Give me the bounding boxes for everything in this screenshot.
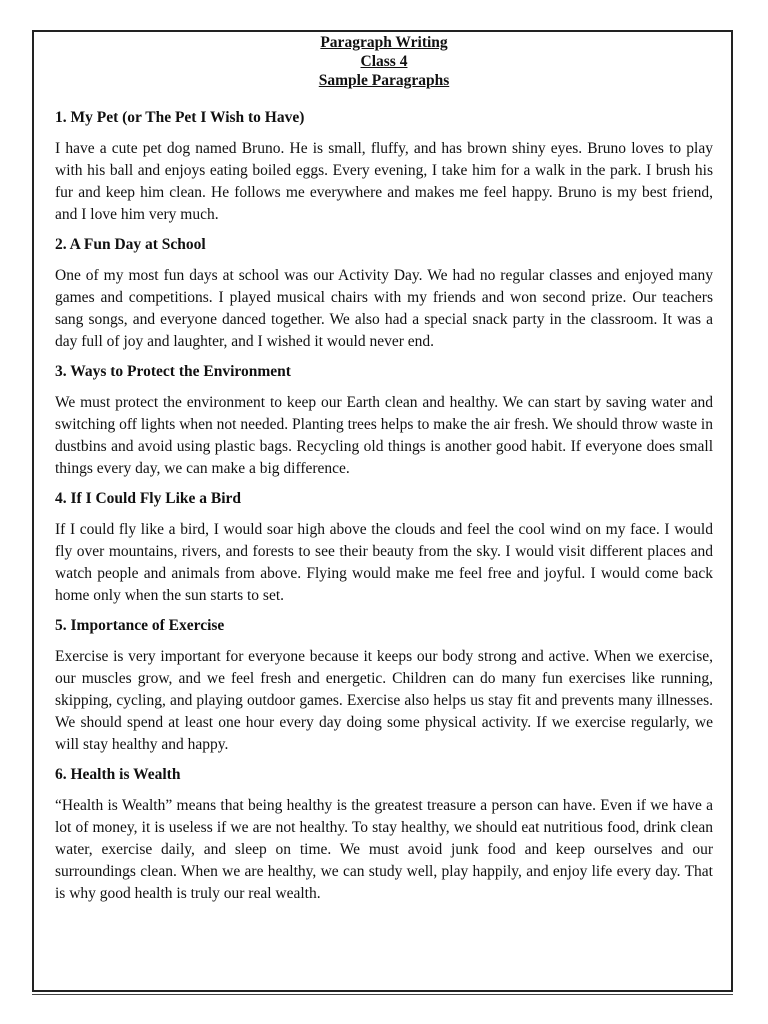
document-subtitle: Sample Paragraphs	[318, 72, 450, 89]
document-class: Class 4	[360, 53, 408, 70]
document-title: Paragraph Writing	[320, 34, 448, 51]
section-title-fly-bird: 4. If I Could Fly Like a Bird	[55, 490, 242, 507]
section-paragraph-fly-bird: If I could fly like a bird, I would soar high above the clouds and feel the cool wind on my face. I would fly over mountains, rivers, and forests to see their beauty from the sky. I would visit different places and watch people and animals from above. Flying would make me feel free and joyful. I would come back home only when the sun starts to set.	[55, 521, 713, 604]
section-title-environment: 3. Ways to Protect the Environment	[55, 363, 291, 380]
page-bottom-rule	[32, 994, 733, 995]
section-title-my-pet: 1. My Pet (or The Pet I Wish to Have)	[55, 109, 305, 126]
section-paragraph-health-wealth: “Health is Wealth” means that being healthy is the greatest treasure a person can have. Even if we have a lot of money, it is useless if we are not healthy. To stay healthy, we should eat nutritious food, drink clean water, exercise daily, and sleep on time. We must avoid junk food and keep ourselves and our surroundings clean. When we are healthy, we can study well, play happily, and enjoy life every day. That is why good health is truly our real wealth.	[55, 797, 713, 902]
section-paragraph-my-pet: I have a cute pet dog named Bruno. He is small, fluffy, and has brown shiny eyes. Bruno loves to play with his ball and enjoys eating boiled eggs. Every evening, I take him for a walk in the park. I brush his fur and keep him clean. He follows me everywhere and makes me feel happy. Bruno is my best friend, and I love him very much.	[55, 140, 713, 223]
document-content	[55, 33, 713, 905]
section-paragraph-environment: We must protect the environment to keep our Earth clean and healthy. We can start by saving water and switching off lights when not needed. Planting trees helps to make the air fresh. We should throw waste in dustbins and avoid using plastic bags. Recycling old things is another good habit. If everyone does small things every day, we can make a big difference.	[55, 394, 713, 477]
section-paragraph-fun-day: One of my most fun days at school was our Activity Day. We had no regular classes and enjoyed many games and competitions. I played musical chairs with my friends and won second prize. Our teachers sang songs, and everyone danced together. We also had a special snack party in the classroom. It was a day full of joy and laughter, and I wished it would never end.	[55, 267, 713, 350]
section-title-fun-day: 2. A Fun Day at School	[55, 236, 206, 253]
section-title-health-wealth: 6. Health is Wealth	[55, 766, 181, 783]
section-title-exercise: 5. Importance of Exercise	[55, 617, 225, 634]
section-paragraph-exercise: Exercise is very important for everyone because it keeps our body strong and active. When we exercise, our muscles grow, and we feel fresh and energetic. Children can do many fun exercises like running, skipping, cycling, and playing outdoor games. Exercise also helps us stay fit and prevents many illnesses. We should spend at least one hour every day doing some physical activity. If we exercise regularly, we will stay healthy and happy.	[55, 648, 713, 753]
document-header	[55, 33, 713, 90]
